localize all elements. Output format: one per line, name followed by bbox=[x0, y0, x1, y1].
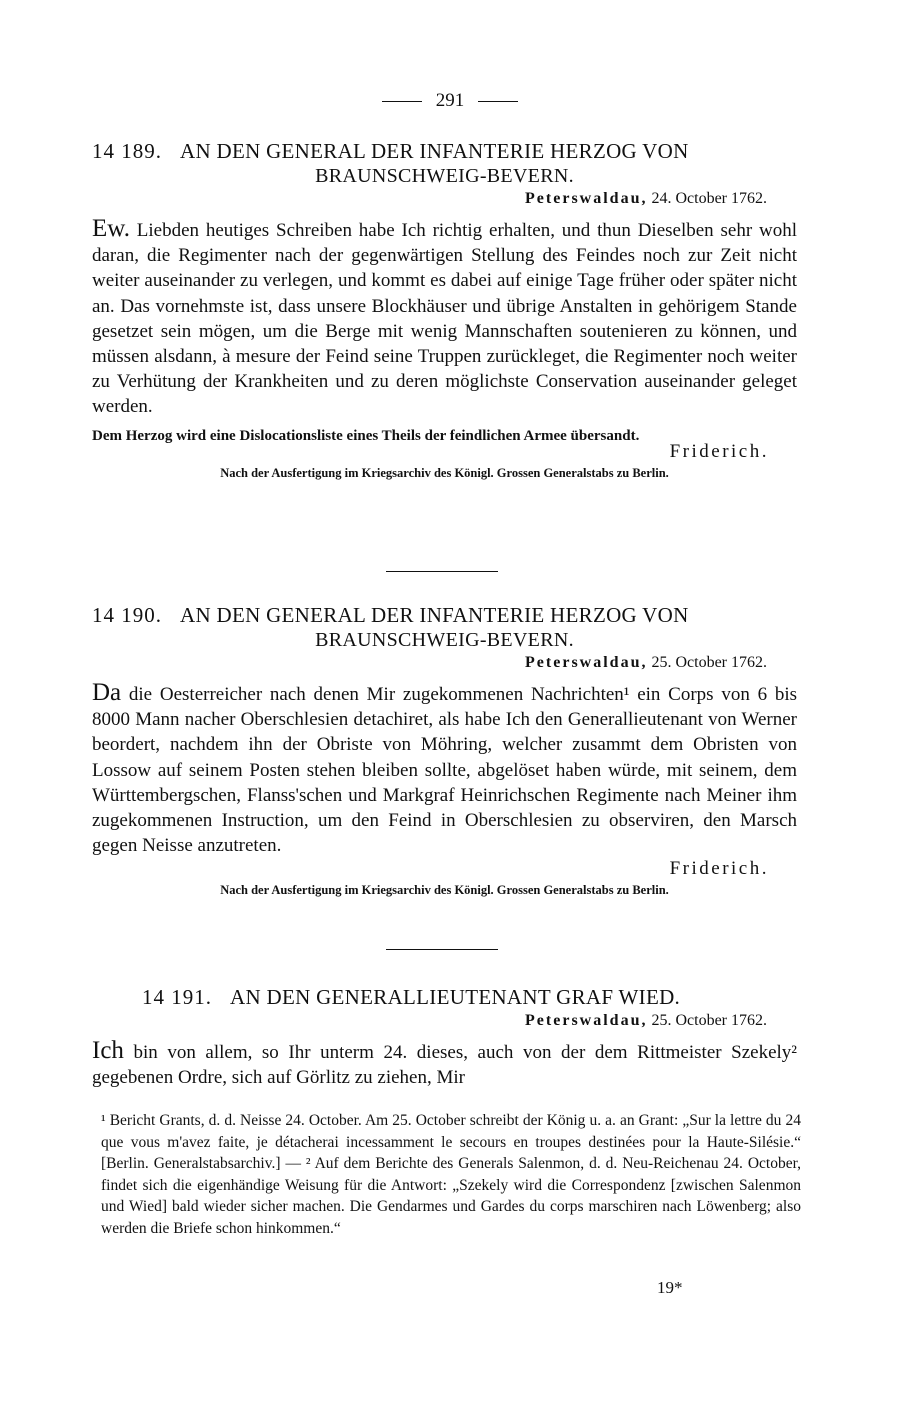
letter-body bbox=[92, 1038, 797, 1090]
letter-source: Nach der Ausfertigung im Kriegsarchiv des Königl. Grossen Generalstabs zu Berlin. bbox=[220, 883, 669, 898]
letter-signature: Friderich. bbox=[669, 440, 769, 462]
letter-number: 14 191. bbox=[142, 985, 212, 1009]
letter-addressee: AN DEN GENERAL DER INFANTERIE HERZOG VON bbox=[180, 139, 689, 163]
page-number-rule-right bbox=[478, 101, 518, 102]
letter-source: Nach der Ausfertigung im Kriegsarchiv des Königl. Grossen Generalstabs zu Berlin. bbox=[220, 465, 669, 480]
letter-heading bbox=[92, 984, 797, 1010]
letter-heading bbox=[92, 602, 797, 628]
letter-body bbox=[92, 216, 797, 420]
section-divider bbox=[386, 571, 498, 572]
letter-14191 bbox=[92, 984, 797, 1090]
letter-addressee: AN DEN GENERALLIEUTENANT GRAF WIED. bbox=[230, 985, 681, 1009]
letter-place: Peterswaldau, bbox=[525, 1012, 648, 1029]
letter-body bbox=[92, 680, 797, 858]
letter-body-initial: Da bbox=[92, 679, 122, 706]
letter-dateline bbox=[92, 188, 797, 210]
letter-addressee-cont: BRAUNSCHWEIG-BEVERN. bbox=[315, 165, 574, 187]
letter-body-text: bin von allem, so Ihr unterm 24. dieses, auch von der dem Rittmeister Szekely² gegebenen Ordre, sich auf Görlitz zu ziehen, Mir bbox=[92, 1042, 797, 1089]
page-number bbox=[0, 90, 900, 112]
letter-date: 25. October 1762. bbox=[651, 654, 767, 671]
letter-addressee: AN DEN GENERAL DER INFANTERIE HERZOG VON bbox=[180, 603, 689, 627]
letter-14189 bbox=[92, 138, 797, 483]
letter-body-text: Liebden heutiges Schreiben habe Ich richtig erhalten, und thun Dieselben sehr wohl daran, die Regimenter nach der gegenwärtigen Stellung des Feindes noch zur Zeit nicht weiter auseinander zu verlegen, und kommt es dabei auf einige Tage früher oder später nicht an. Das vornehmste ist, dass unsere Blockhäuser und übrige Anstalten in gehörigem Stande gesetzet sein mögen, um die Berge mit wenig Mannschaften soutenieren zu können, und müssen alsdann, à mesure der Feind seine Truppen zurückleget, die Regimenter noch weiter zu Verhütung der Krankheiten und zu deren möglichste Conservation auseinander geleget werden. bbox=[92, 220, 797, 418]
letter-note: Dem Herzog wird eine Dislocationsliste eines Theils der feindlichen Armee übersandt. bbox=[92, 427, 640, 444]
page-number-rule-left bbox=[382, 101, 422, 102]
letter-place: Peterswaldau, bbox=[525, 190, 648, 207]
letter-dateline bbox=[92, 1010, 797, 1032]
signature-mark: 19* bbox=[657, 1278, 683, 1297]
section-divider bbox=[386, 949, 498, 950]
letter-number: 14 190. bbox=[92, 603, 162, 627]
letter-body-initial: Ich bbox=[92, 1037, 124, 1064]
letter-date: 25. October 1762. bbox=[651, 1012, 767, 1029]
letter-14190 bbox=[92, 602, 797, 900]
page-number-text: 291 bbox=[435, 90, 465, 111]
letter-body-text: die Oesterreicher nach denen Mir zugekommenen Nachrichten¹ ein Corps von 6 bis 8000 Mann nacher Oberschlesien detachiret, als habe Ich den Generallieutenant von Werner beordert, nachdem ihn der Obriste von Möhring, welcher zusammt dem Obristen von Lossow auf seinem Posten stehen bleiben sollte, abgelöset haben würde, mit seinem, dem Württembergschen, Flanss'schen und Markgraf Heinrichschen Regimente nach Meiner ihm zugekommenen Instruction, um den Feind in Oberschlesien zu observiren, den Marsch gegen Neisse anzutreten. bbox=[92, 684, 797, 857]
letter-heading bbox=[92, 138, 797, 164]
letter-place: Peterswaldau, bbox=[525, 654, 648, 671]
letter-date: 24. October 1762. bbox=[651, 190, 767, 207]
letter-addressee-cont: BRAUNSCHWEIG-BEVERN. bbox=[315, 629, 574, 651]
letter-number: 14 189. bbox=[92, 139, 162, 163]
letter-signature: Friderich. bbox=[669, 858, 769, 880]
letter-dateline bbox=[92, 652, 797, 674]
letter-body-initial: Ew. bbox=[92, 215, 130, 242]
footnotes: ¹ Bericht Grants, d. d. Neisse 24. October. Am 25. October schreibt der König u. a. an Grant: „Sur la lettre du 24 que vous m'avez faite, je détacherai incessamment le secours en troupes destinées pour la Haute-Silésie.“ [Berlin. Generalstabsarchiv.] — ² Auf dem Berichte des Generals Salenmon, d. d. Neu-Reichenau 24. October, findet sich die eigenhändige Weisung für die Antwort: „Szekely wird die Correspondenz [zwischen Salenmon und Wied] bald wieder sicher machen. Die Gendarmes und Gardes du corps marschiren nach Löwenberg; also werden die Briefe schon hinkommen.“ bbox=[101, 1112, 801, 1237]
